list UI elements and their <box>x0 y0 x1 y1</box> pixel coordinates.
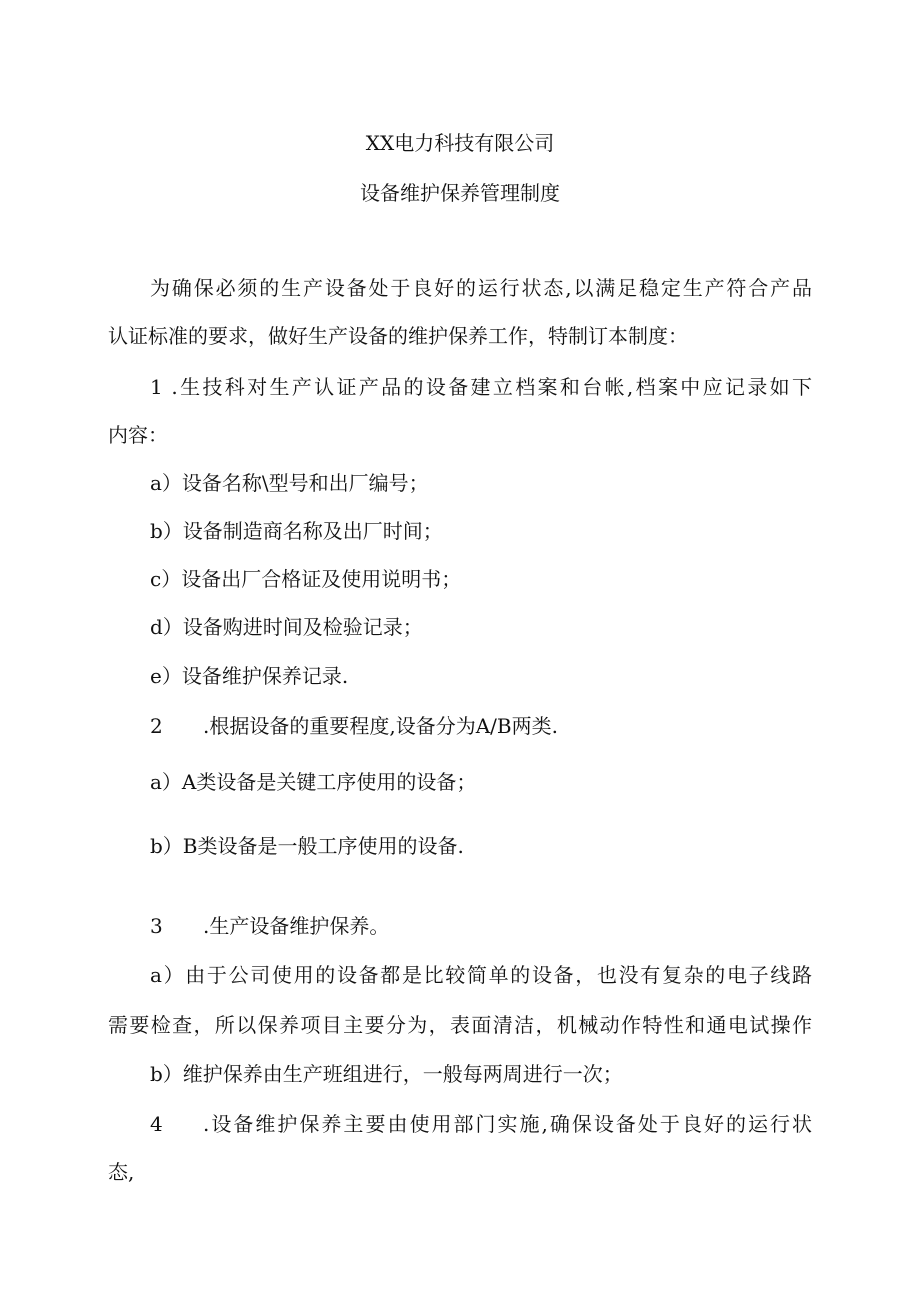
section-1-line-1: 1 .生技科对生产认证产品的设备建立档案和台帐,档案中应记录如下 <box>150 375 812 399</box>
section-4-heading: .设备维护保养主要由使用部门实施,确保设备处于良好的运行状 <box>203 1112 812 1136</box>
section-2-number: 2 <box>150 714 163 738</box>
section-1-line-2: 内容： <box>108 423 168 447</box>
section-4-line-2: 态, <box>108 1160 135 1184</box>
section-1-item-c: c）设备出厂合格证及使用说明书； <box>150 567 462 591</box>
intro-paragraph-line-1: 为确保必须的生产设备处于良好的运行状态,以满足稳定生产符合产品 <box>150 276 812 300</box>
document-title: 设备维护保养管理制度 <box>360 181 560 205</box>
intro-paragraph-line-2: 认证标准的要求，做好生产设备的维护保养工作，特制订本制度： <box>108 324 688 348</box>
section-2-heading: .根据设备的重要程度,设备分为A/B两类. <box>203 714 558 738</box>
section-3-item-a-line-2: 需要检查，所以保养项目主要分为，表面清洁，机械动作特性和通电试操作 <box>108 1013 812 1037</box>
section-3-number: 3 <box>150 914 163 938</box>
section-3-item-b: b）维护保养由生产班组进行，一般每两周进行一次； <box>150 1062 623 1086</box>
section-1-item-a: a）设备名称\型号和出厂编号； <box>150 471 429 495</box>
section-1-item-b: b）设备制造商名称及出厂时间； <box>150 519 443 543</box>
section-3-item-a-line-1: a）由于公司使用的设备都是比较简单的设备，也没有复杂的电子线路 <box>150 963 812 987</box>
company-name: XX电力科技有限公司 <box>365 131 555 155</box>
section-1-item-d: d）设备购进时间及检验记录； <box>150 615 423 639</box>
section-3-heading: .生产设备维护保养。 <box>203 914 390 938</box>
section-2-item-a: a）A类设备是关键工序使用的设备； <box>150 770 477 794</box>
section-4-number: 4 <box>150 1112 163 1136</box>
section-1-item-e: e）设备维护保养记录. <box>150 664 349 688</box>
section-2-item-b: b）B类设备是一般工序使用的设备. <box>150 834 464 858</box>
